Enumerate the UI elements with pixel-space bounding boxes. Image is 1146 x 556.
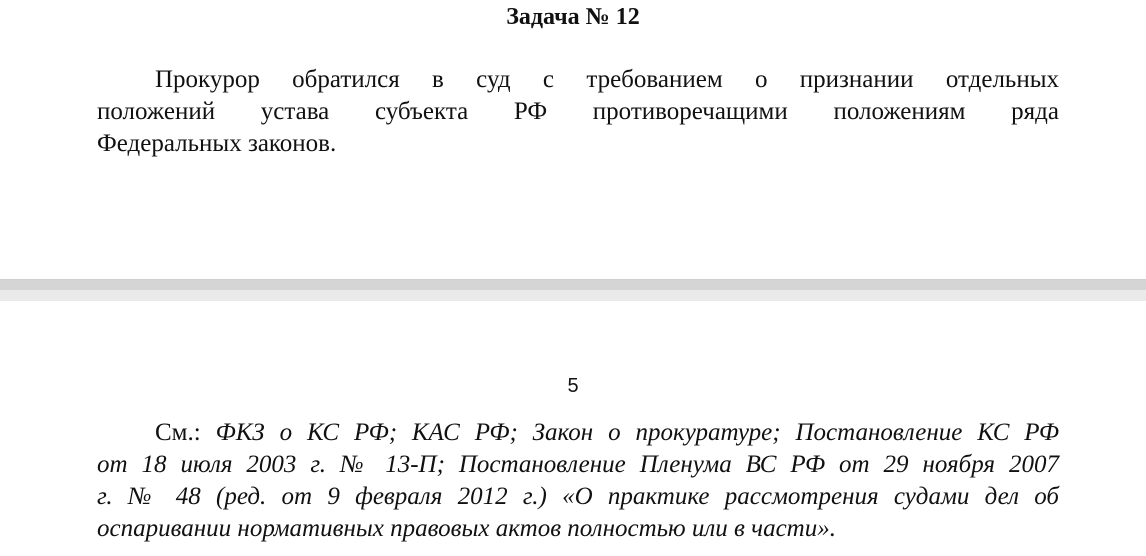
footnote-line-3: г. № 48 (ред. от 9 февраля 2012 г.) «О практике рассмотрения судами дел об	[97, 483, 1059, 510]
footnote-lead: См.:	[155, 419, 216, 446]
page-divider	[0, 279, 1146, 302]
footnote-paragraph	[97, 417, 1059, 545]
task-title: Задача № 12	[506, 4, 640, 30]
footnote-line-4: оспаривании нормативных правовых актов полностью или в части».	[97, 515, 836, 542]
paragraph-line-1	[97, 64, 1059, 96]
footnote-line-1	[97, 417, 1059, 449]
paragraph-line-3: Федеральных законов.	[97, 130, 337, 157]
paragraph-line-1-text: Прокурор обратился в суд с требованием о признании отдельных	[155, 66, 1059, 93]
page-number: 5	[567, 375, 579, 397]
footnote-line-2: от 18 июля 2003 г. № 13-П; Постановление Пленума ВС РФ от 29 ноября 2007	[97, 451, 1059, 478]
paragraph-line-2: положений устава субъекта РФ противоречащими положениям ряда	[97, 98, 1059, 125]
task-paragraph	[97, 64, 1059, 160]
footnote-line-1-text: ФКЗ о КС РФ; КАС РФ; Закон о прокуратуре; Постановление КС РФ	[215, 419, 1059, 446]
